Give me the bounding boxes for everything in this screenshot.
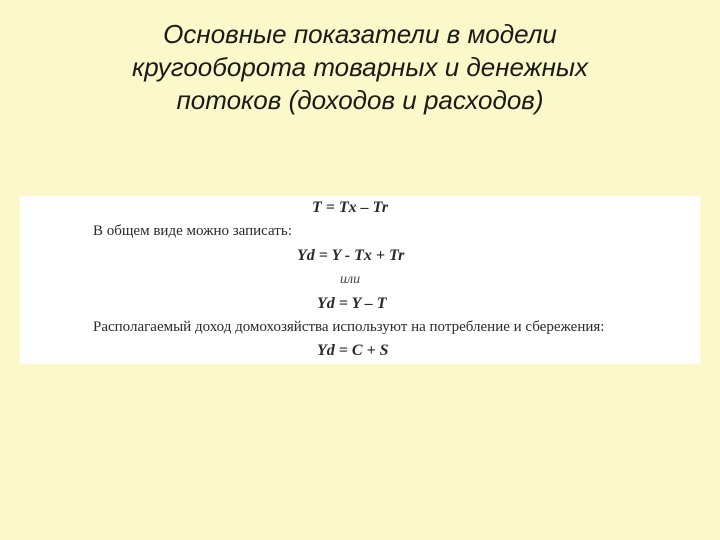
text-consumption-savings: Располагаемый доход домохозяйства используют на потребление и сбережения: [93, 319, 605, 335]
formula-tax: T = Tx – Tr [312, 199, 389, 216]
formula-disposable-income-2: Yd = Y – T [317, 295, 387, 312]
or-label: или [340, 272, 361, 287]
title-line-3: потоков (доходов и расходов) [176, 85, 544, 115]
slide-title [0, 18, 720, 117]
formula-panel [20, 196, 700, 364]
title-line-2: кругооборота товарных и денежных [131, 52, 589, 82]
text-general-form: В общем виде можно записать: [93, 223, 292, 239]
title-line-1: Основные показатели в модели [163, 19, 557, 49]
formula-disposable-income-1: Yd = Y - Tx + Tr [297, 247, 405, 264]
formula-consumption-savings: Yd = C + S [317, 342, 389, 359]
